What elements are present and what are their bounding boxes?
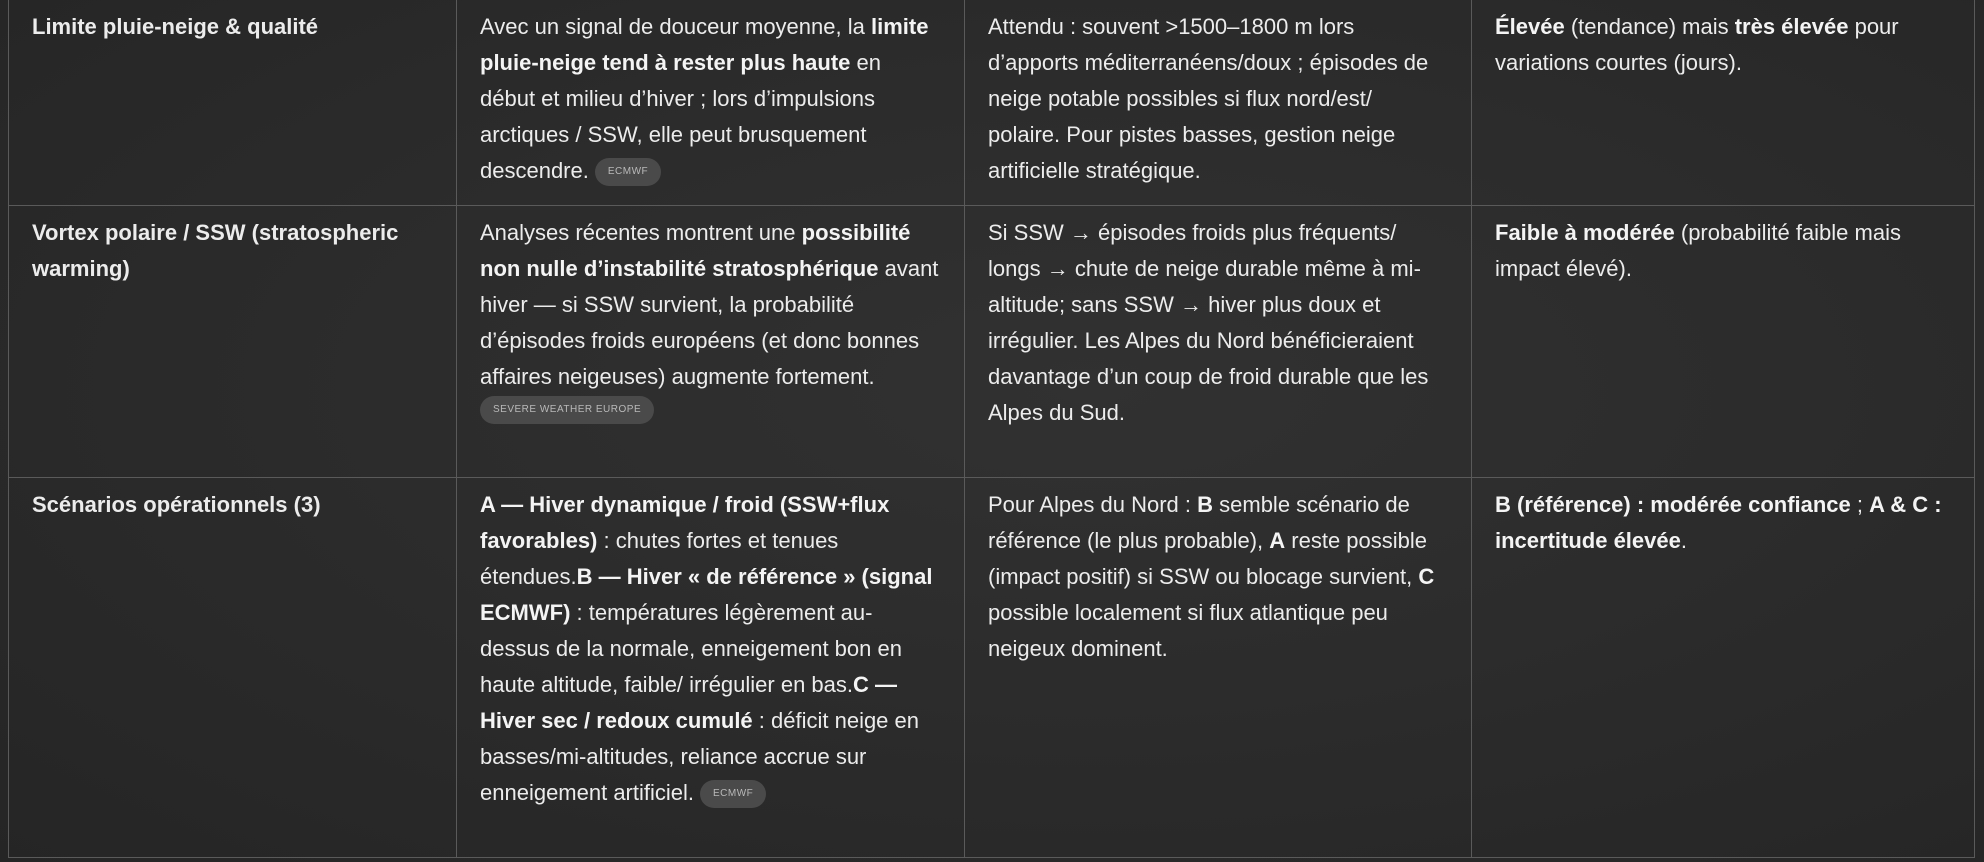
cell-text: semble scénario de référence (le plus probable), xyxy=(988,492,1410,553)
cell-emphasis: A & C : incertitude élevée xyxy=(1495,492,1942,553)
forecast-table xyxy=(8,0,1975,858)
cell-emphasis: C xyxy=(1418,564,1435,589)
source-badge[interactable]: ECMWF xyxy=(595,158,661,186)
cell-text: (probabilité faible mais impact élevé). xyxy=(1495,220,1901,281)
cell-emphasis: possibilité non nulle d’instabilité stratosphérique xyxy=(480,220,911,281)
comparison-table-wrapper xyxy=(8,0,1974,858)
cell-emphasis: limite pluie-neige tend à rester plus haute xyxy=(480,14,929,75)
cell-text: en début et milieu d’hiver ; lors d’impulsions arctiques / SSW, elle peut brusquement descendre. xyxy=(480,50,882,183)
cell-emphasis: C — Hiver sec / redoux cumulé xyxy=(480,672,898,733)
impact-cell xyxy=(965,206,1472,478)
table-row xyxy=(9,478,1975,858)
row-label: Limite pluie-neige & qualité xyxy=(9,0,457,206)
cell-text: : déficit neige en basses/mi-altitudes, reliance accrue sur enneigement artificiel. xyxy=(480,708,920,805)
cell-text: Analyses récentes montrent une xyxy=(480,220,802,245)
cell-text: ; xyxy=(1850,492,1870,517)
cell-text: (tendance) mais xyxy=(1564,14,1735,39)
cell-text: . xyxy=(1680,528,1687,553)
impact-cell xyxy=(965,478,1472,858)
confidence-cell xyxy=(1472,0,1975,206)
cell-text: Si SSW → épisodes froids plus fréquents/ longs → chute de neige durable même à mi-altitude; sans SSW → hiver plus doux et irrégulier. Les Alpes du Nord bénéficieraient davantage d’un coup de froid durable que les Alpes du Sud. xyxy=(988,220,1429,425)
source-badge[interactable]: SEVERE WEATHER EUROPE xyxy=(480,396,654,424)
cell-emphasis: B — Hiver « de référence » (signal ECMWF) xyxy=(480,564,933,625)
cell-text: avant hiver — si SSW survient, la probabilité d’épisodes froids européens (et donc bonnes affaires neigeuses) augmente fortement. xyxy=(480,256,939,389)
source-badge[interactable]: ECMWF xyxy=(700,780,766,808)
cell-text: possible localement si flux atlantique peu neigeux dominent. xyxy=(988,600,1388,661)
cell-emphasis: A xyxy=(1269,528,1286,553)
cell-text: pour variations courtes (jours). xyxy=(1495,14,1899,75)
analysis-cell xyxy=(457,478,965,858)
cell-emphasis: très élevée xyxy=(1734,14,1849,39)
cell-emphasis: Faible à modérée xyxy=(1495,220,1675,245)
row-label: Scénarios opérationnels (3) xyxy=(9,478,457,858)
cell-text: : températures légèrement au-dessus de la normale, enneigement bon en haute altitude, faible/ irrégulier en bas. xyxy=(480,600,902,697)
table-row xyxy=(9,206,1975,478)
analysis-cell xyxy=(457,0,965,206)
cell-emphasis: Élevée xyxy=(1495,14,1565,39)
analysis-cell xyxy=(457,206,965,478)
cell-text: reste possible (impact positif) si SSW ou blocage survient, xyxy=(988,528,1428,589)
row-label: Vortex polaire / SSW (stratospheric warming) xyxy=(9,206,457,478)
table-row xyxy=(9,0,1975,206)
cell-text: Pour Alpes du Nord : xyxy=(988,492,1198,517)
cell-emphasis: A — Hiver dynamique / froid (SSW+flux favorables) xyxy=(480,492,890,553)
cell-text: Avec un signal de douceur moyenne, la xyxy=(480,14,871,39)
cell-text: Attendu : souvent >1500–1800 m lors d’apports méditerranéens/doux ; épisodes de neige potable possibles si flux nord/est/ polaire. Pour pistes basses, gestion neige artificielle stratégique. xyxy=(988,14,1429,183)
cell-text: : chutes fortes et tenues étendues. xyxy=(480,528,839,589)
confidence-cell xyxy=(1472,478,1975,858)
confidence-cell xyxy=(1472,206,1975,478)
cell-emphasis: B (référence) : modérée confiance xyxy=(1495,492,1851,517)
impact-cell xyxy=(965,0,1472,206)
cell-emphasis: B xyxy=(1197,492,1214,517)
